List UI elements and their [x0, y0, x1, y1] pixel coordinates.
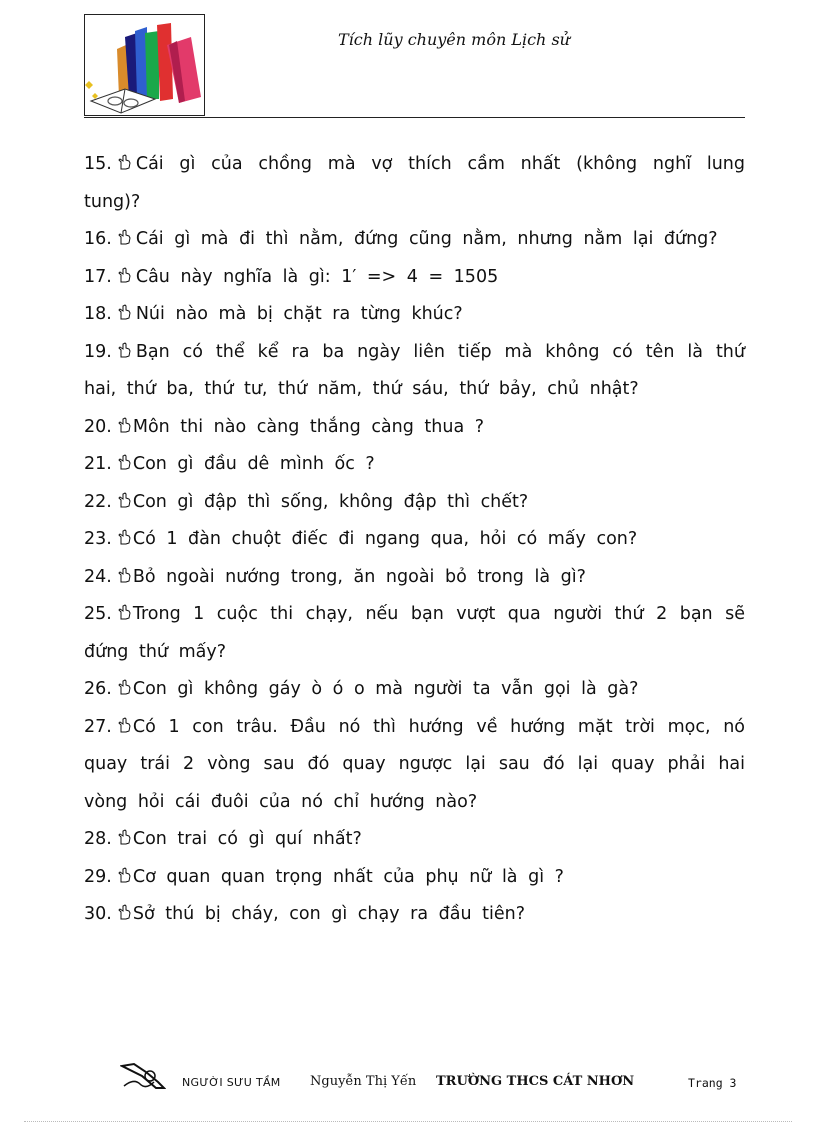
pen-writing-icon [120, 1062, 166, 1090]
question-item [84, 146, 745, 221]
question-item [84, 409, 745, 447]
pointing-hand-icon [118, 342, 132, 358]
question-text: Có 1 đàn chuột điếc đi ngang qua, hỏi có mấy con? [132, 529, 638, 549]
question-number: 25. [84, 604, 112, 624]
question-number: 26. [84, 679, 112, 699]
pointing-hand-icon [118, 229, 132, 245]
pointing-hand-icon [118, 454, 132, 470]
question-text: Con gì không gáy ò ó o mà người ta vẫn gọi là gà? [132, 679, 639, 699]
question-text: Con trai có gì quí nhất? [132, 829, 362, 849]
question-number: 28. [84, 829, 112, 849]
books-logo [84, 14, 205, 116]
question-item [84, 821, 745, 859]
pointing-hand-icon [118, 604, 132, 620]
books-icon [85, 15, 204, 115]
page-footer [120, 1062, 746, 1092]
question-number: 20. [84, 416, 112, 437]
pointing-hand-icon [118, 679, 132, 695]
question-text: Câu này nghĩa là gì: 1′ => 4 = 1505 [135, 266, 499, 287]
question-number: 19. [84, 341, 112, 362]
school-name: TRƯỜNG THCS CÁT NHƠN [436, 1074, 635, 1089]
question-item [84, 334, 745, 409]
question-item [84, 671, 745, 709]
question-text: Bạn có thể kể ra ba ngày liên tiếp mà không có tên là thứ hai, thứ ba, thứ tư, thứ năm, thứ sáu, thứ bảy, chủ nhật? [84, 341, 745, 399]
question-item [84, 859, 745, 897]
question-item [84, 559, 745, 597]
question-number: 15. [84, 154, 112, 174]
question-list [84, 146, 745, 934]
document-title: Tích lũy chuyên môn Lịch sử [338, 30, 570, 49]
author-name: Nguyễn Thị Yến [310, 1074, 417, 1089]
header-divider [84, 117, 745, 118]
pointing-hand-icon [118, 154, 132, 170]
question-text: Sở thú bị cháy, con gì chạy ra đầu tiên? [132, 904, 525, 924]
question-text: Bỏ ngoài nướng trong, ăn ngoài bỏ trong là gì? [132, 566, 586, 587]
question-number: 24. [84, 566, 112, 587]
pointing-hand-icon [118, 867, 132, 883]
pointing-hand-icon [118, 904, 132, 920]
pointing-hand-icon [118, 417, 132, 433]
pointing-hand-icon [118, 304, 132, 320]
pointing-hand-icon [118, 492, 132, 508]
question-text: Môn thi nào càng thắng càng thua ? [132, 416, 485, 437]
question-number: 18. [84, 304, 112, 324]
question-text: Con gì đầu dê mình ốc ? [132, 454, 375, 474]
question-number: 29. [84, 866, 112, 887]
question-number: 22. [84, 491, 112, 512]
question-number: 23. [84, 529, 112, 549]
question-number: 16. [84, 229, 112, 249]
question-number: 21. [84, 454, 112, 474]
pointing-hand-icon [118, 267, 132, 283]
bottom-divider [24, 1121, 792, 1122]
question-text: Núi nào mà bị chặt ra từng khúc? [135, 304, 463, 324]
question-item [84, 221, 745, 259]
question-text: Trong 1 cuộc thi chạy, nếu bạn vượt qua người thứ 2 bạn sẽ đứng thứ mấy? [84, 604, 745, 662]
question-number: 30. [84, 904, 112, 924]
question-item [84, 896, 745, 934]
question-number: 17. [84, 266, 112, 287]
question-item [84, 446, 745, 484]
question-item [84, 596, 745, 671]
page-number: Trang 3 [688, 1076, 737, 1090]
question-item [84, 709, 745, 822]
question-number: 27. [84, 716, 112, 737]
question-item [84, 484, 745, 522]
collector-label: NGƯỜI SƯU TẦM [182, 1076, 281, 1089]
pointing-hand-icon [118, 529, 132, 545]
question-text: Cái gì của chồng mà vợ thích cầm nhất (không nghĩ lung tung)? [84, 154, 745, 212]
question-item [84, 296, 745, 334]
pointing-hand-icon [118, 717, 132, 733]
question-text: Cái gì mà đi thì nằm, đứng cũng nằm, nhưng nằm lại đứng? [135, 229, 718, 249]
question-text: Con gì đập thì sống, không đập thì chết? [132, 491, 529, 512]
question-item [84, 259, 745, 297]
question-text: Cơ quan quan trọng nhất của phụ nữ là gì ? [132, 866, 564, 887]
question-text: Có 1 con trâu. Đầu nó thì hướng về hướng mặt trời mọc, nó quay trái 2 vòng sau đó quay ngược lại sau đó lại quay phải hai vòng hỏi cái đuôi của nó chỉ hướng nào? [84, 716, 745, 812]
pointing-hand-icon [118, 829, 132, 845]
pointing-hand-icon [118, 567, 132, 583]
question-item [84, 521, 745, 559]
